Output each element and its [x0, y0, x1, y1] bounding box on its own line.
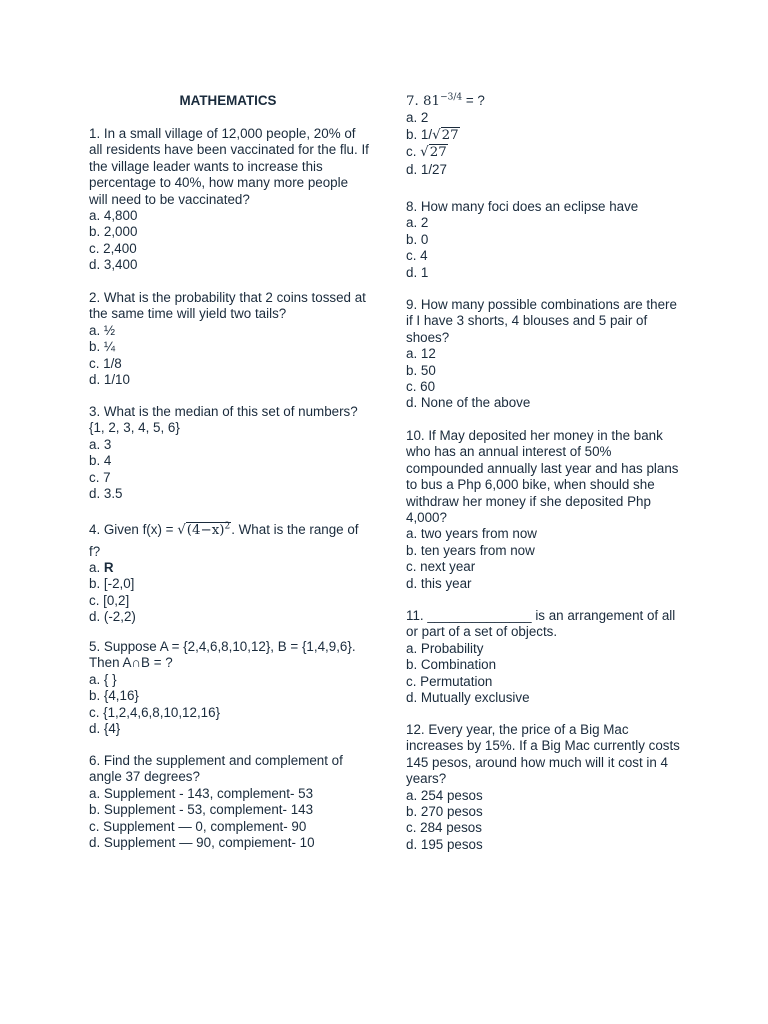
- question-stem: 6. Find the supplement and complement of angle 37 degrees?: [89, 753, 343, 785]
- question-7: [406, 93, 686, 178]
- question-stem: 2. What is the probability that 2 coins tossed at the same time will yield two tails?: [89, 290, 366, 322]
- option-d: d. None of the above: [406, 395, 531, 411]
- option-b: [406, 127, 686, 144]
- option-d: d. (-2,2): [89, 609, 136, 625]
- option-a: a. 254 pesos: [406, 787, 483, 803]
- question-stem: 12. Every year, the price of a Big Mac increases by 15%. If a Big Mac currently costs 145 pesos, around how much will it cost in 4 years?: [406, 722, 680, 787]
- sqrt-symbol: √: [420, 145, 429, 161]
- option-c: c. 4: [406, 248, 428, 264]
- radicand: 27: [441, 127, 459, 143]
- option-d: d. this year: [406, 575, 472, 591]
- question-11: [406, 608, 686, 706]
- option-a: a. two years from now: [406, 526, 537, 542]
- question-9: [406, 297, 686, 412]
- question-2: [89, 290, 369, 388]
- sqrt-symbol: √: [432, 127, 441, 143]
- question-8: [406, 199, 686, 281]
- exponent: 2: [224, 521, 231, 532]
- option-d: d. 3,400: [89, 257, 138, 273]
- option-label: a.: [89, 560, 104, 575]
- question-6: [89, 753, 369, 851]
- option-a: a. Probability: [406, 640, 484, 656]
- question-stem: 9. How many possible combinations are there if I have 3 shorts, 4 blouses and 5 pair of shoes?: [406, 297, 677, 345]
- radicand: 27: [429, 145, 447, 161]
- option-a: a. 2: [406, 110, 429, 126]
- question-stem: 3. What is the median of this set of numbers? {1, 2, 3, 4, 5, 6}: [89, 404, 358, 436]
- option-a: a. 3: [89, 436, 112, 452]
- question-3: [89, 404, 369, 502]
- stem-text: 4. Given f(x) =: [89, 522, 178, 537]
- document-title: MATHEMATICS: [179, 93, 277, 108]
- real-numbers-symbol: R: [103, 560, 114, 575]
- question-stem: [406, 93, 686, 110]
- question-stem: 8. How many foci does an eclipse have: [406, 199, 639, 214]
- option-c: c. next year: [406, 559, 476, 575]
- option-d: d. Mutually exclusive: [406, 690, 530, 706]
- option-d: d. Supplement — 90, compiement- 10: [89, 835, 315, 851]
- radicand: [186, 522, 231, 538]
- option-c: c. [0,2]: [89, 592, 130, 608]
- option-d: d. 1/10: [89, 372, 130, 388]
- option-a: a. 2: [406, 215, 429, 231]
- option-b: b. 50: [406, 362, 436, 378]
- option-d: d. 1/27: [406, 161, 447, 177]
- question-1: [89, 126, 369, 274]
- question-stem: [89, 519, 369, 562]
- option-c: c. 1/8: [89, 355, 122, 371]
- option-label: c.: [406, 144, 421, 160]
- stem-text: 7. 81: [406, 94, 441, 109]
- exponent: −3/4: [440, 92, 463, 103]
- option-b: b. Combination: [406, 657, 497, 673]
- option-d: d. 1: [406, 264, 429, 280]
- question-stem: 10. If May deposited her money in the bank who has an annual interest of 50% compounded annually last year and has plans to bus a Php 6,000 bike, when should she withdraw her money if she deposited Php 4,000?: [406, 428, 679, 526]
- option-a: [89, 560, 369, 576]
- stem-text: = ?: [462, 93, 485, 108]
- option-c: c. 60: [406, 379, 436, 395]
- option-c: c. 2,400: [89, 240, 137, 256]
- option-c: c. Permutation: [406, 673, 493, 689]
- sqrt-symbol: √: [177, 523, 186, 538]
- question-4: [89, 519, 369, 626]
- option-a: a. 4,800: [89, 208, 138, 224]
- option-b: b. ten years from now: [406, 542, 535, 558]
- option-label: b. 1/: [406, 126, 433, 142]
- option-c: [406, 144, 686, 161]
- option-c: c. 7: [89, 469, 111, 485]
- stem-text: . What is the range of f?: [89, 522, 359, 559]
- question-stem: 5. Suppose A = {2,4,6,8,10,12}, B = {1,4,9,6}. Then A∩B = ?: [89, 639, 356, 671]
- option-a: a. ½: [89, 322, 116, 338]
- option-b: b. {4,16}: [89, 688, 139, 704]
- question-5: [89, 639, 369, 737]
- question-stem: 11. ______________ is an arrangement of all or part of a set of objects.: [406, 608, 676, 640]
- option-d: d. 3.5: [89, 486, 123, 502]
- option-b: b. Supplement - 53, complement- 143: [89, 802, 314, 818]
- option-c: c. Supplement — 0, complement- 90: [89, 818, 307, 834]
- option-b: b. ¼: [89, 339, 116, 355]
- question-10: [406, 428, 686, 592]
- option-c: c. {1,2,4,6,8,10,12,16}: [89, 704, 221, 720]
- option-b: b. [-2,0]: [89, 576, 135, 592]
- option-d: d. {4}: [89, 721, 121, 737]
- radicand-text: (4−x): [186, 523, 225, 538]
- option-b: b. 270 pesos: [406, 804, 483, 820]
- option-b: b. 2,000: [89, 224, 138, 240]
- option-a: a. Supplement - 143, complement- 53: [89, 785, 314, 801]
- option-c: c. 284 pesos: [406, 820, 482, 836]
- question-stem: 1. In a small village of 12,000 people, 20% of all residents have been vaccinated for the flu. If the village leader wants to increase this percentage to 40%, how many more people will need to be vaccinated?: [89, 126, 369, 207]
- option-b: b. 4: [89, 453, 112, 469]
- option-a: a. { }: [89, 671, 117, 687]
- option-b: b. 0: [406, 231, 429, 247]
- option-a: a. 12: [406, 346, 436, 362]
- option-d: d. 195 pesos: [406, 836, 483, 852]
- question-12: [406, 722, 686, 853]
